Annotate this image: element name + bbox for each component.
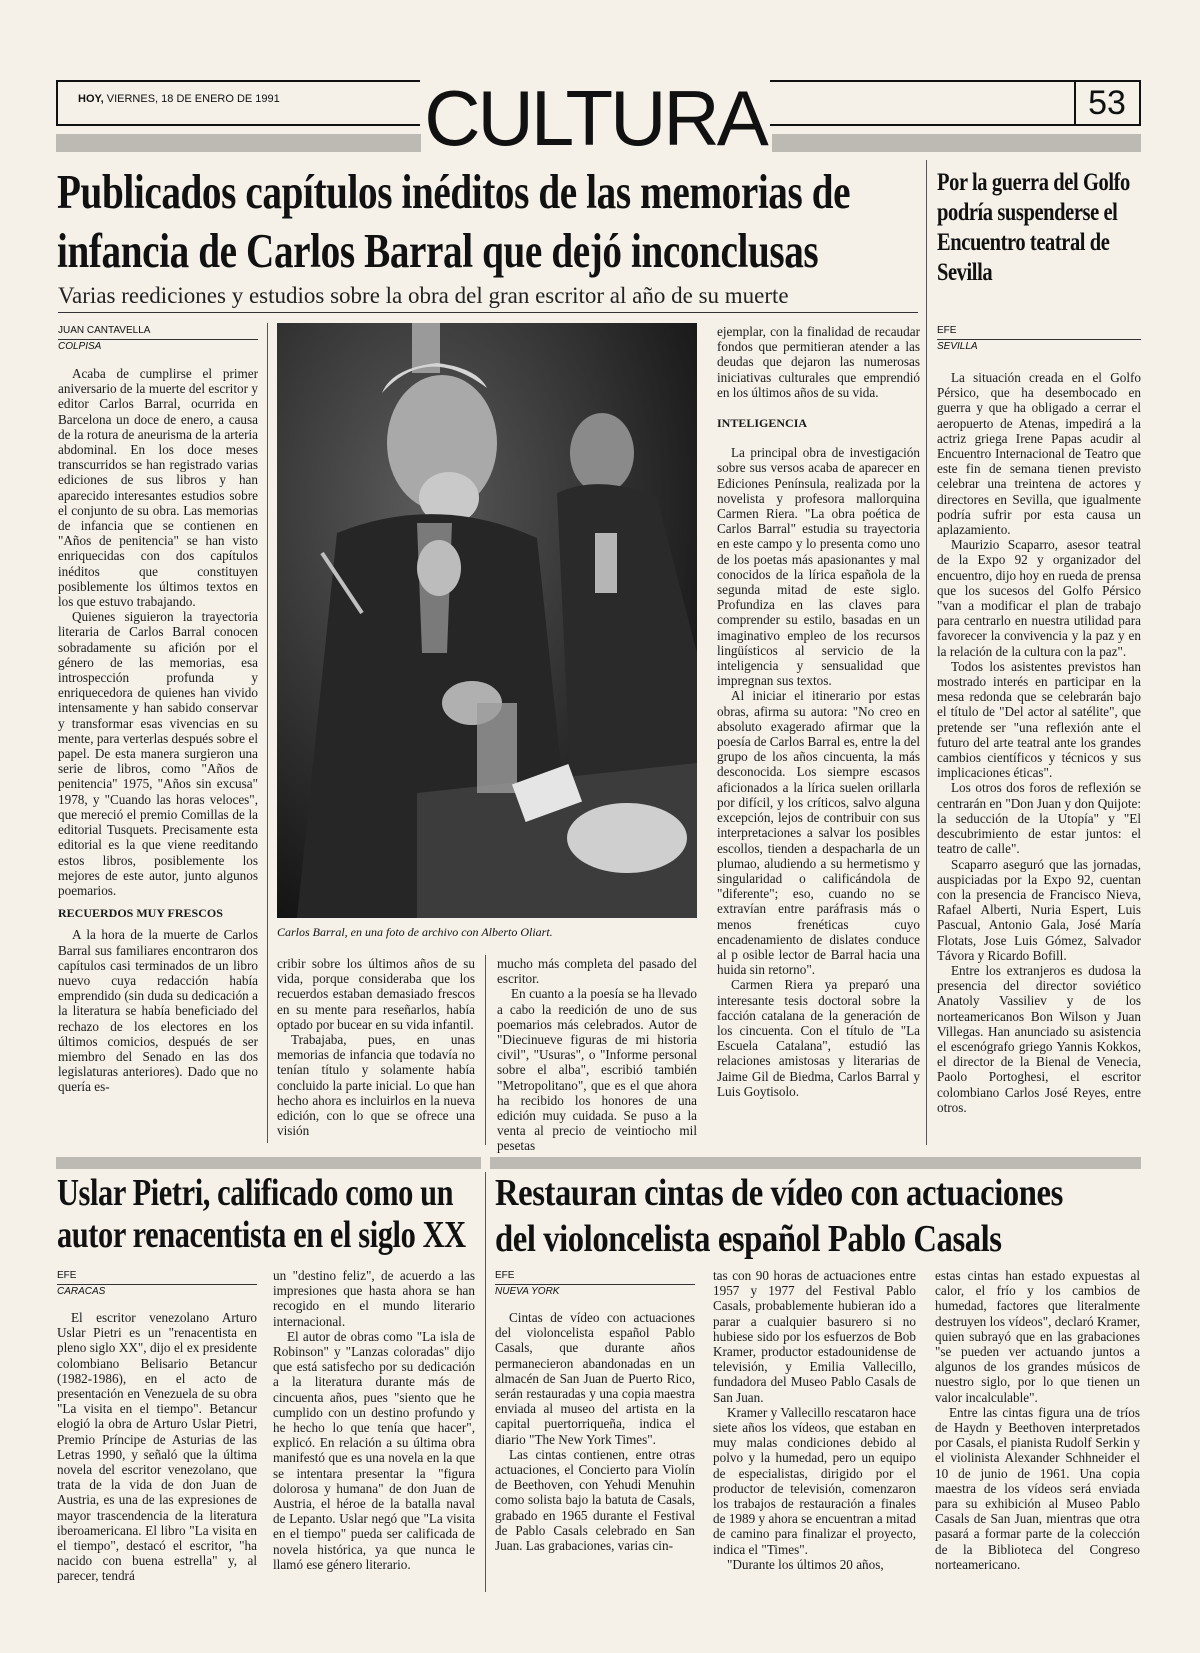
casals-paragraph: Cintas de vídeo con actuaciones del violoncelista español Pablo Casals, que durante años permanecieron abandonadas en un almacén de San Juan de Puerto Rico, serán restauradas y una copia maestra enviada al museo del artista en la capital puertorriqueña, indica el diario "The New York Times". xyxy=(495,1310,695,1447)
header-band-left xyxy=(56,134,421,152)
main-column-divider xyxy=(485,955,486,1145)
main-col3-paragraph: mucho más completa del pasado del escritor. xyxy=(497,956,697,987)
casals-paragraph: "Durante los últimos 20 años, xyxy=(727,1556,884,1572)
archive-photo xyxy=(277,323,697,918)
page-number: 53 xyxy=(1088,84,1126,122)
main-col4-paragraph: Al iniciar el itinerario por estas obras, afirma su autora: "No creo en absoluto exagerado afirmar que la poesía de Carlos Barral es, entre la del grupo de los años cincuenta, la más desconocida. Los siempre escasos aficionados a la lírica suelen orillarla por difícil, y los críticos, salvo alguna excepción, lejos de contribuir con sus interpretaciones a salvar los posibles escollos, tienden a despacharla de un plumao, aludiendo a su hermetismo y singularidad o calificándola de "diferente"; eso, cuando no se extravían entre paráfrasis más o menos frenéticas cuyo encadenamiento de dislates conduce al p osible lector de Barral hacia una huida sin retorno". xyxy=(717,688,920,978)
lower-band-left xyxy=(56,1157,481,1169)
main-column-4 xyxy=(717,324,920,1099)
main-column-1 xyxy=(58,366,258,1095)
section-title: CULTURA xyxy=(420,78,770,158)
photo-caption: Carlos Barral, en una foto de archivo con Alberto Oliart. xyxy=(277,925,553,939)
casals-paragraph: Entre las cintas figura una de tríos de Haydn y Beethoven interpretados por Casals, el pianista Rudolf Serkin y el violinista Alexander Schhneider el 10 de junio de 1961. Una copia maestra de los vídeos será enviada para su exhibición al Museo Pablo Casals de San Juan, mientras que otra pasará a formar parte de la colección de la Biblioteca del Congreso norteamericano. xyxy=(935,1404,1140,1572)
side-column xyxy=(937,370,1141,1115)
main-col1-paragraph: A la hora de la muerte de Carlos Barral sus familiares encontraron dos capítulos casi terminados de un libro nuevo cuya redacción había emprendido (sin duda su dedicación a la literatura se había beneficiado del rechazo de los electores en los últimos comicios, después de ser miembro del Senado en las dos legislaturas anteriores). Dado que no quería es- xyxy=(58,927,258,1095)
side-headline: Por la guerra del Golfo podría suspenderse el Encuentro teatral de Sevilla xyxy=(937,169,1130,286)
main-author: JUAN CANTAVELLA xyxy=(58,325,151,336)
side-paragraph: Scaparro aseguró que las jornadas, auspiciadas por la Expo 92, cuentan con la presencia de Francisco Nieva, Rafael Alberti, Nuria Espert, Luis Pascual, Antonio Gala, José María Flotats, Jose Luis Gómez, Salvador Távora y Ricardo Bofill. xyxy=(937,856,1141,963)
main-subhead-recuerdos: RECUERDOS MUY FRESCOS xyxy=(58,906,223,921)
main-headline-line1: Publicados capítulos inéditos de las memorias de xyxy=(57,164,851,219)
casals-column-2 xyxy=(713,1268,916,1572)
header-dateline xyxy=(78,93,280,105)
main-col2-paragraph: cribir sobre los últimos años de su vida, porque consideraba que los recuerdos estaban demasiado frescos en su mente para reseñarlos, había optado por bucear en su vida infantil. xyxy=(277,956,475,1032)
side-agency: EFE xyxy=(937,325,957,336)
casals-byline-rule xyxy=(495,1284,695,1285)
side-paragraph: Los otros dos foros de reflexión se centrarán en "Don Juan y don Quijote: la seducción de la Utopía" y "El descubrimiento de estar juntos: el teatro de calle". xyxy=(937,780,1141,857)
casals-location: NUEVA YORK xyxy=(495,1286,560,1297)
byline-rule xyxy=(58,339,258,340)
uslar-column-1 xyxy=(57,1310,257,1584)
casals-agency: EFE xyxy=(495,1270,515,1281)
main-col4-paragraph: ejemplar, con la finalidad de recaudar fondos que permitieran atender a las deudas que dejaron las numerosas iniciativas culturales que emprendió en los últimos años de su vida. xyxy=(717,324,920,400)
side-paragraph: Entre los extranjeros es dudosa la presencia del director soviético Anatoly Vassiliev y de los norteamericanos Bon Wilson y Juan Villegas. Han anunciado su asistencia el escenógrafo griego Yannis Kokkos, el director de la Bienal de Venecia, Paolo Portoghesi, el escritor colombiano Carlos José Reyes, entre otros. xyxy=(937,962,1141,1115)
uslar-headline-line2: autor renacentista en el siglo XX xyxy=(57,1214,466,1256)
main-subhead-inteligencia: INTELIGENCIA xyxy=(717,416,808,431)
main-col3-paragraph: En cuanto a la poesía se ha llevado a cabo la reedición de uno de sus poemarios más celebrados. Autor de "Diecinueve figuras de mi historia civil", "Usuras", o "Informe personal sobre el alba", escribió también "Metropolitano", que es el que ahora ha recibido los honores de una edición muy cuidada. Se puso a la venta al precio de veintiocho mil pesetas xyxy=(497,986,697,1154)
issue-date: VIERNES, 18 DE ENERO DE 1991 xyxy=(106,93,280,105)
uslar-paragraph: un "destino feliz", de acuerdo a las impresiones que hasta ahora se han recogido en el mundo literario internacional. xyxy=(273,1268,475,1329)
side-paragraph: Todos los asistentes previstos han mostrado interés en participar en la mesa redonda que se celebrarán bajo el título de "Del actor al satélite", que pretende ser "una reflexión ante el futuro del arte teatral ante los grandes cambios científicos y técnicos y sus implicaciones éticas". xyxy=(937,658,1141,781)
header-band-right xyxy=(772,134,1141,152)
uslar-paragraph: El escritor venezolano Arturo Uslar Pietri es un "renacentista en pleno siglo XX", dijo el ex presidente colombiano Belisario Betancur (1982-1986), en el acto de presentación en Venezuela de su obra "La visita en el tiempo". Betancur elogió la obra de Arturo Uslar Pietri, Premio Príncipe de Asturias de las Letras 1990, y señaló que la última novela del escritor venezolano, que trata de la vida de don Juan de Austria, es una de las expresiones de mayor trascendencia de la literatura iberoamericana. El libro "La visita en el tiempo", destacó el escritor, "ha nacido con buena estrella" y, al parecer, tendrá xyxy=(57,1310,257,1584)
main-column-2 xyxy=(277,956,475,1138)
casals-column-1 xyxy=(495,1310,695,1553)
casals-headline-line1: Restauran cintas de vídeo con actuaciones xyxy=(495,1172,1063,1214)
photo-illustration xyxy=(277,323,697,918)
main-subheadline: Varias reediciones y estudios sobre la obra del gran escritor al año de su muerte xyxy=(58,283,789,308)
paper-name: HOY, xyxy=(78,93,104,105)
main-column-3 xyxy=(497,956,697,1154)
main-col1-paragraph: Acaba de cumplirse el primer aniversario de la muerte del escritor y editor Carlos Barral, ocurrida en Barcelona un doce de enero, a causa de la rotura de aneurisma de la arteria abdominal. En los doce meses transcurridos se han registrado varias ediciones de sus libros y han aparecido interesantes estudios sobre el conjunto de su obra. Las memorias de infancia que se contienen en "Años de penitencia" se han visto enriquecidas con dos capítulos inéditos que constituyen posiblemente los últimos textos en los que estuvo trabajando. xyxy=(58,366,258,610)
uslar-headline-line1: Uslar Pietri, calificado como un xyxy=(57,1172,454,1214)
uslar-column-2 xyxy=(273,1268,475,1572)
main-col4-paragraph: Carmen Riera ya preparó una interesante tesis doctoral sobre la facción catalana de la generación de los cincuenta. Con el título de "La Escuela Catalana", estudió las relaciones amistosas y literarias de Jaime Gil de Biedma, Carlos Barral y Luis Goytisolo. xyxy=(717,977,920,1099)
main-col4-paragraph: La principal obra de investigación sobre sus versos acaba de aparecer en Ediciones Península, realizada por la novelista y profesora mallorquina Carmen Riera. "La obra poética de Carlos Barral" estudia su trayectoria en este campo y lo presenta como uno de los poetas más apasionantes y mal conocidos de la lírica española de la segunda mitad de este siglo. Profundiza en las claves para comprender su estilo, basadas en un imaginativo empleo de los recursos lingüísticos al servicio de la inteligencia y sensualidad que impregnan sus textos. xyxy=(717,445,920,689)
side-location: SEVILLA xyxy=(937,341,978,352)
lower-article-divider xyxy=(485,1172,486,1592)
main-col2-paragraph: Trabajaba, pues, en unas memorias de infancia que todavía no tenían título y solamente había concluido la parte inicial. Lo que han hecho ahora es incluirlos en la nueva edición, con lo que se ofrece una visión xyxy=(277,1032,475,1139)
uslar-byline-rule xyxy=(57,1284,257,1285)
main-agency: COLPISA xyxy=(58,341,102,352)
casals-column-3 xyxy=(935,1268,1140,1572)
side-byline-rule xyxy=(937,339,1141,340)
uslar-paragraph: El autor de obras como "La isla de Robinson" y "Lanzas coloradas" dijo que está satisfecho por su dedicación a la literatura durante más de cincuenta años, pues "siento que he cumplido con un destino profundo y he hecho lo que tenía que hacer", explicó. En relación a su última obra manifestó que es una novela en la que se intentara presentar la "figura dolorosa y humana" de don Juan de Austria, el héroe de la batalla naval de Lepanto. Uslar negó que "La visita en el tiempo" pueda ser calificada de novela histórica, ya que nunca le llamó ese género literario. xyxy=(273,1328,475,1572)
casals-paragraph: tas con 90 horas de actuaciones entre 1957 y 1977 del Festival Pablo Casals, probablemente hubieran ido a parar a cualquier basurero si no hubiese sido por los esfuerzos de Bob Kramer, productor estadounidense de televisión, y Emilia Vallecillo, fundadora del Museo Pablo Casals de San Juan. xyxy=(713,1268,916,1405)
side-paragraph: La situación creada en el Golfo Pérsico, que ha desembocado en guerra y que ha obligado a cerrar el aeropuerto de Atenas, impedirá a la actriz griega Irene Papas acudir al Encuentro Internacional de Teatro que este fin de semana tienen previsto celebrar una treintena de actores y directores en Sevilla, que igualmente podría sufrir por esta causa un aplazamiento. xyxy=(937,370,1141,538)
subheadline-rule xyxy=(58,312,918,313)
casals-headline-line2: del violoncelista español Pablo Casals xyxy=(495,1218,1002,1260)
casals-paragraph: Kramer y Vallecillo rescataron hace siete años los vídeos, que estaban en muy malas condiciones debido al polvo y la humedad, pero un equipo de especialistas, dirigido por el productor de televisión, comenzaron los trabajos de restauración a finales de 1989 y ahora se encuentran a mitad de camino para finalizar el proyecto, indica el "Times". xyxy=(713,1404,916,1557)
casals-paragraph: Las cintas contienen, entre otras actuaciones, el Concierto para Violín de Beethoven, con Yehudi Menuhin como solista bajo la batuta de Casals, grabado en 1965 durante el Festival de Pablo Casals celebrado en San Juan. Las grabaciones, varias cin- xyxy=(495,1446,695,1554)
main-col1-paragraph: Quienes siguieron la trayectoria literaria de Carlos Barral conocen sobradamente su afición por el género de las memorias, esa introspección profunda y enriquecedora de quienes han vivido intensamente y han sabido conservar y transformar esas vivencias en su mente, para verterlas después sobre el papel. De esta manera surgieron una serie de libros, como "Años de penitencia" 1975, "Años sin excusa" 1978, y "Cuando las horas veloces", que mereció el premio Comillas de la editorial Tusquets. Precisamente esta editorial es la que viene reeditando estos libros, posiblemente los mejores de este autor, junto algunos poemarios. xyxy=(58,609,258,898)
casals-paragraph: estas cintas han estado expuestas al calor, el frío y los cambios de humedad, factores que literalmente destruyen los vídeos", declaró Kramer, quien subrayó que en las grabaciones "se pueden ver actuando juntos a algunos de los grandes músicos de nuestro siglo, por lo que tienen un valor incalculable". xyxy=(935,1268,1140,1405)
side-article-divider xyxy=(926,160,927,1145)
main-headline-line2: infancia de Carlos Barral que dejó inconclusas xyxy=(57,223,819,278)
side-paragraph: Maurizio Scaparro, asesor teatral de la Expo 92 y organizador del encuentro, dijo hoy en rueda de prensa que los sucesos del Golfo Pérsico "van a modificar el plan de trabajo para centrarlo en nuestra utilidad para favorecer la convivencia y la paz y en la relación de la cultura con la paz". xyxy=(937,537,1141,659)
lower-band-right xyxy=(490,1157,1141,1169)
uslar-agency: EFE xyxy=(57,1270,77,1281)
main-column-divider xyxy=(267,323,268,1143)
uslar-location: CARACAS xyxy=(57,1286,106,1297)
